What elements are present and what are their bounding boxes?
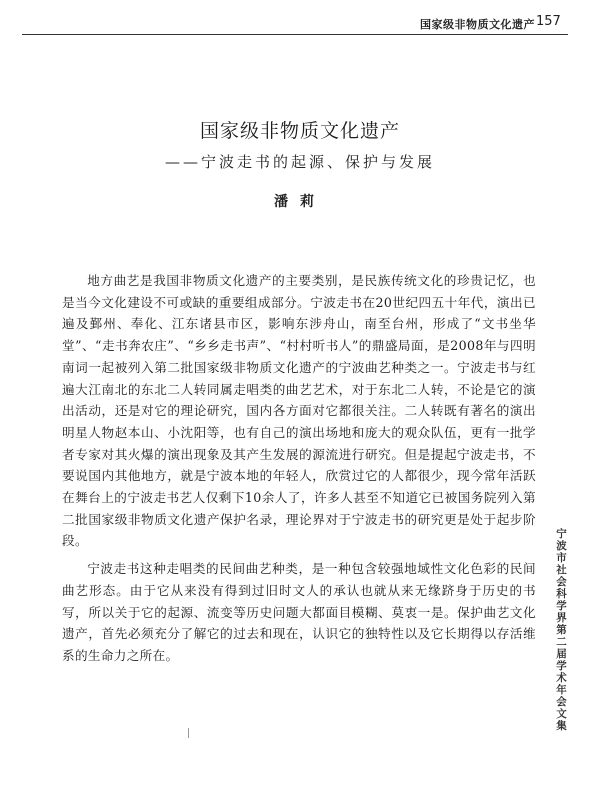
article-body <box>62 270 536 673</box>
article-author: 潘莉 <box>274 194 326 210</box>
article-title: 国家级非物质文化遗产 <box>199 120 400 142</box>
running-head-title: 国家级非物质文化遗产 <box>420 18 535 31</box>
side-note: 宁波市社会科学界第二届学术年会文集 <box>555 528 567 732</box>
page-number: 157 <box>536 14 561 29</box>
header-rule <box>22 34 568 35</box>
article-subtitle: ——宁波走书的起源、保护与发展 <box>164 153 435 171</box>
running-head <box>380 12 580 32</box>
paragraph: 地方曲艺是我国非物质文化遗产的主要类别，是民族传统文化的珍贵记忆，也是当今文化建设不可或缺的重要组成部分。宁波走书在20世纪四五十年代，演出已遍及鄞州、奉化、江东诸县市区，影响东涉舟山，南至台州，形成了“文书坐华堂”、“走书奔农庄”、“乡乡走书声”、“村村听书人”的鼎盛局面，是2008年与四明南词一起被列入第二批国家级非物质文化遗产的宁波曲艺种类之一。宁波走书与红遍大江南北的东北二人转同属走唱类的曲艺艺术，对于东北二人转，不论是它的演出活动，还是对它的理论研究，国内各方面对它都很关注。二人转既有著名的演出明星人物赵本山、小沈阳等，也有自己的演出场地和庞大的观众队伍，更有一批学者专家对其火爆的演出现象及其产生发展的源流进行研究。但是提起宁波走书，不要说国内其他地方，就是宁波本地的年轻人，欣赏过它的人都很少，现今常年活跃在舞台上的宁波走书艺人仅剩下10余人了，许多人甚至不知道它已被国务院列入第二批国家级非物质文化遗产保护名录，理论界对于宁波走书的研究更是处于起步阶段。 <box>62 273 536 549</box>
scan-mark <box>188 728 189 738</box>
paragraph: 宁波走书这种走唱类的民间曲艺种类，是一种包含较强地域性文化色彩的民间曲艺形态。由于它从来没有得到过旧时文人的承认也就从来无缘跻身于历史的书写，所以关于它的起源、流变等历史问题大都面目模糊、莫衷一是。保护曲艺文化遗产，首先必须充分了解它的过去和现在，认识它的独特性以及它长期得以存活维系的生命力之所在。 <box>62 561 536 663</box>
